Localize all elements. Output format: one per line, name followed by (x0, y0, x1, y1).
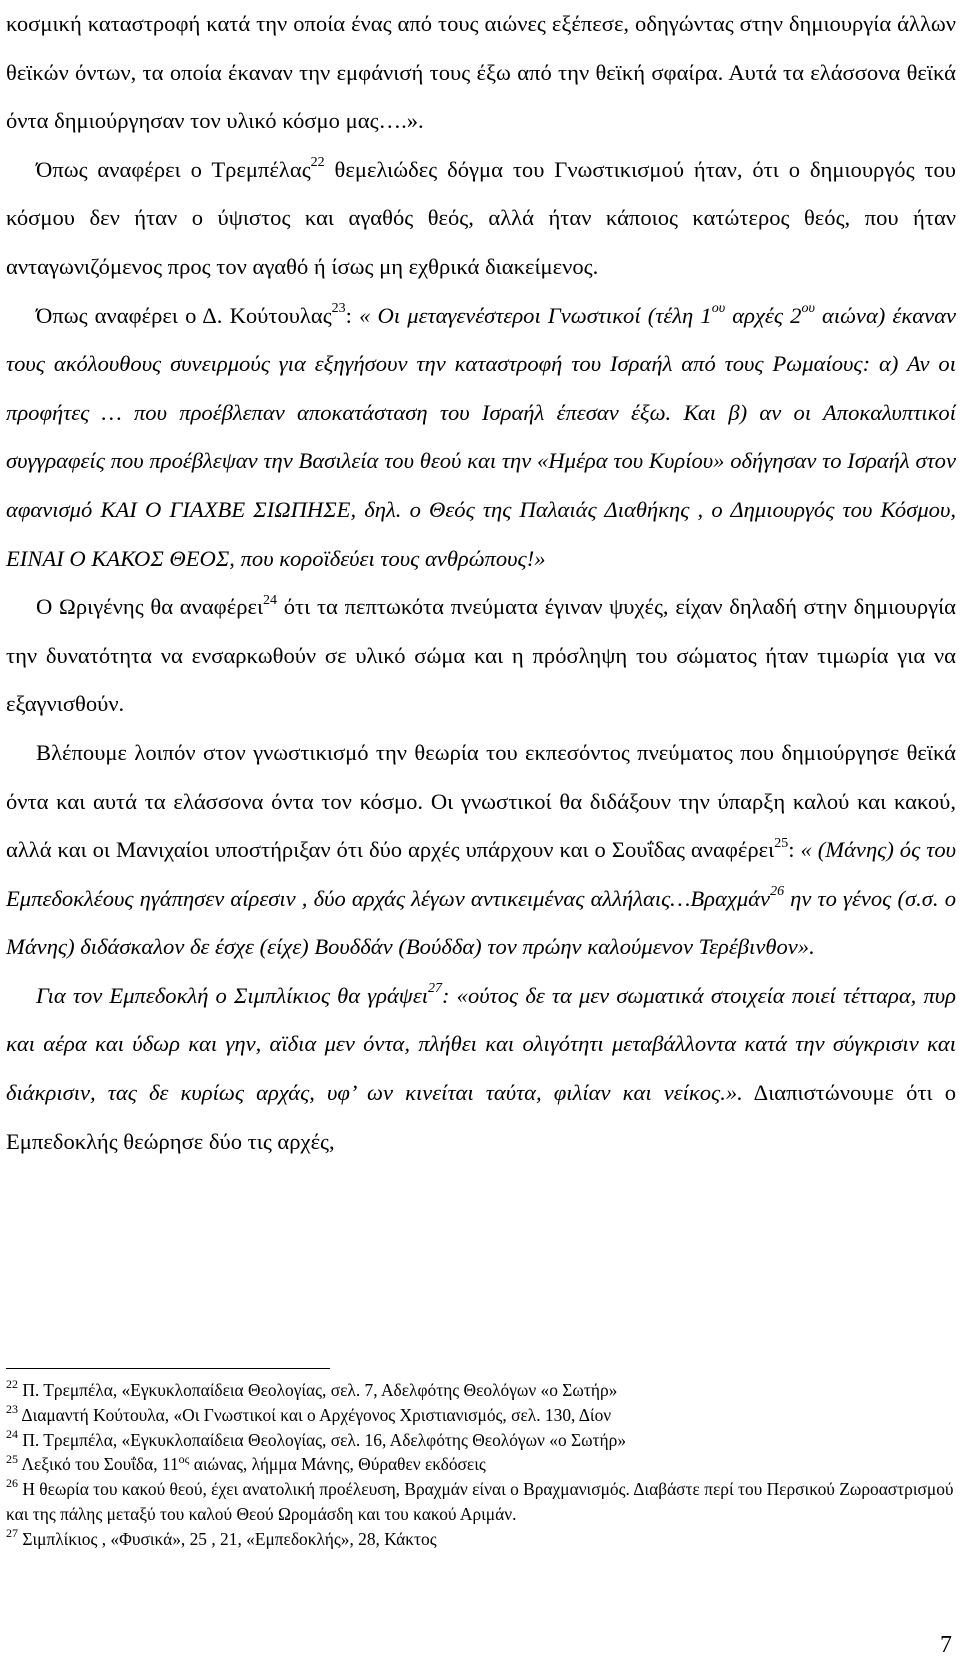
page-number: 7 (940, 1632, 952, 1658)
quote-text-7: : «ούτος δε τα μεν σωματικά στοιχεία ποιεί τέτταρα, πυρ και αέρα και ύδωρ και γην, αϊδια μεν όντα, πλήθει και ολιγότητι μεταβάλλοντα κατά την σύγκρισιν και διάκρισιν, τας δε κυρίως αρχάς, υφ’ ων κινείται ταύτα, φιλίαν και νείκος.». (6, 982, 956, 1106)
footnote-22 (6, 1378, 956, 1403)
footnote-ref-22[interactable]: 22 (310, 155, 325, 171)
paragraph-5-text-b: : (788, 837, 801, 863)
paragraph-4-text-a: Ο Ωριγένης θα αναφέρει (36, 594, 264, 620)
quote-text-4: « (Μάνης) ός του Εμπεδοκλέους ηγάπησεν αίρεσιν , δύο αρχάς λέγων αντικειμένας αλλήλαις…Βραχμάν (6, 837, 956, 911)
footnotes (6, 1378, 956, 1552)
ordinal-suffix: ου (711, 301, 726, 317)
footnote-ref-23[interactable]: 23 (331, 301, 346, 317)
paragraph-1 (6, 0, 956, 146)
footnote-number: 23 (6, 1402, 18, 1416)
paragraph-5-text-a: Βλέπουμε λοιπόν στον γνωστικισμό την θεωρία του εκπεσόντος πνεύματος που δημιούργησε θεϊκά όντα και αυτά τα ελάσσονα όντα τον κόσμο. Οι γνωστικοί θα διδάξουν την ύπαρξη καλού και κακού, αλλά και οι Μανιχαίοι υποστήριξαν ότι δύο αρχές υπάρχουν και ο Σουΐδας αναφέρει (6, 739, 956, 863)
footnote-text: Π. Τρεμπέλα, «Εγκυκλοπαίδεια Θεολογίας, σελ. 16, Αδελφότης Θεολόγων «ο Σωτήρ» (18, 1429, 627, 1450)
paragraph-5 (6, 729, 956, 972)
paragraph-4 (6, 583, 956, 729)
footnote-23 (6, 1403, 956, 1428)
ordinal-suffix: ος (178, 1451, 190, 1466)
footnote-ref-25[interactable]: 25 (774, 835, 789, 851)
footnote-number: 26 (6, 1476, 18, 1491)
quote-text-5: ην το γένος (σ.σ. ο Μάνης) διδάσκαλον δε έσχε (είχε) Βουδδάν (Βούδδα) τον πρώην καλούμενον Τερέβινθον». (6, 885, 956, 960)
footnote-text: Διαμαντή Κούτουλα, «Οι Γνωστικοί και ο Αρχέγονος Χριστιανισμός, σελ. 130, Δίον (18, 1404, 612, 1425)
paragraph-2-text-a: Όπως αναφέρει ο Τρεμπέλας (36, 156, 311, 182)
body-text (6, 0, 956, 1166)
footnote-ref-24[interactable]: 24 (263, 592, 278, 608)
paragraph-1-text: κοσμική καταστροφή κατά την οποία ένας από τους αιώνες εξέπεσε, οδηγώντας στην δημιουργία άλλων θεϊκών όντων, τα οποία έκαναν την εμφάνισή τους έξω από την θεϊκή σφαίρα. Αυτά τα ελάσσονα θεϊκά όντα δημιούργησαν τον υλικό κόσμο μας….». (6, 11, 956, 134)
paragraph-2-text-b: θεμελιώδες δόγμα του Γνωστικισμού ήταν, ότι ο δημιουργός του κόσμου δεν ήταν ο ύψιστος και αγαθός θεός, αλλά ήταν κάποιος κατώτερος θεός, που ήταν ανταγωνιζόμενος προς τον αγαθό ή ίσως μη εχθρικά διακείμενος. (6, 156, 956, 279)
footnote-27 (6, 1527, 956, 1552)
footnote-number: 25 (6, 1451, 18, 1466)
footnote-ref-27[interactable]: 27 (428, 981, 443, 997)
quote-text-6: Για τον Εμπεδοκλή ο Σιμπλίκιος θα γράψει (36, 982, 429, 1008)
paragraph-4-text-b: ότι τα πεπτωκότα πνεύματα έγιναν ψυχές, είχαν δηλαδή στην δημιουργία την δυνατότητα να ενσαρκωθούν σε υλικό σώμα και η πρόσληψη του σώματος ήταν τιμωρία για να εξαγνισθούν. (6, 594, 956, 717)
ordinal-suffix: ου (801, 301, 815, 317)
footnote-text: Σιμπλίκιος , «Φυσικά», 25 , 21, «Εμπεδοκλής», 28, Κάκτος (18, 1528, 437, 1549)
footnote-text-a: Λεξικό του Σουΐδα, 11 (18, 1454, 179, 1475)
footnote-number: 27 (6, 1525, 18, 1540)
footnote-number: 22 (6, 1377, 18, 1392)
quote-text-2: αρχές 2 (725, 302, 802, 328)
footnote-number: 24 (6, 1426, 18, 1441)
footnote-separator (6, 1368, 330, 1369)
footnote-text: Π. Τρεμπέλα, «Εγκυκλοπαίδεια Θεολογίας, σελ. 7, Αδελφότης Θεολόγων «ο Σωτήρ» (18, 1380, 618, 1400)
footnote-text-b: αιώνας, λήμμα Μάνης, Θύραθεν εκδόσεις (189, 1454, 486, 1475)
footnote-26 (6, 1477, 956, 1527)
footnote-25 (6, 1452, 956, 1477)
footnote-text: Η θεωρία του κακού θεού, έχει ανατολική προέλευση, Βραχμάν είναι ο Βραχμανισμός. Διαβάστε περί του Περσικού Ζωροαστρισμού και της πάλης μεταξύ του καλού Θεού Ωρομάσδη και του κακού Αριμάν. (6, 1479, 954, 1524)
paragraph-3-text-a: Όπως αναφέρει ο Δ. Κούτουλας (36, 302, 332, 328)
footnote-ref-26[interactable]: 26 (770, 884, 785, 900)
paragraph-3-text-b: : (345, 302, 360, 328)
paragraph-3 (6, 292, 956, 584)
footnote-24 (6, 1428, 956, 1453)
paragraph-6-text-b: Διαπιστώνουμε ότι ο Εμπεδοκλής θεώρησε δύο τις αρχές, (6, 1080, 957, 1154)
paragraph-2 (6, 146, 956, 292)
quote-text-3: αιώνα) έκαναν τους ακόλουθους συνειρμούς για εξηγήσουν την καταστροφή του Ισραήλ από τους Ρωμαίους: α) Αν οι προφήτες … που προέβλεπαν αποκατάσταση του Ισραήλ έπεσαν έξω. Και β) αν οι Αποκαλυπτικοί συγγραφείς που προέβλεψαν την Βασιλεία του θεού και την «Ημέρα του Κυρίου» οδήγησαν το Ισραήλ στον αφανισμό ΚΑΙ Ο ΓΙΑΧΒΕ ΣΙΩΠΗΣΕ, δηλ. ο Θεός της Παλαιάς Διαθήκης , ο Δημιουργός του Κόσμου, ΕΙΝΑΙ Ο ΚΑΚΟΣ ΘΕΟΣ, που κοροϊδεύει τους ανθρώπους!» (6, 302, 956, 571)
quote-text-1: « Οι μεταγενέστεροι Γνωστικοί (τέλη 1 (359, 302, 712, 328)
paragraph-6 (6, 972, 956, 1166)
